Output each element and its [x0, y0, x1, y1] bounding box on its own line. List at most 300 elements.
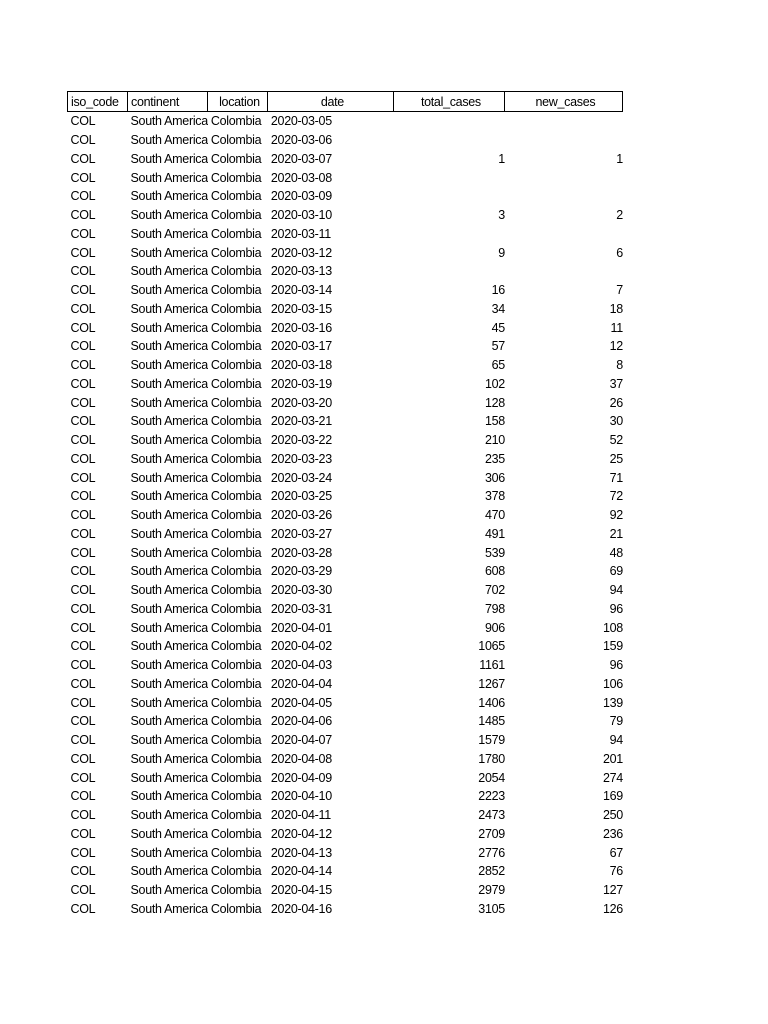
- cell-total-cases[interactable]: 491: [484, 526, 505, 541]
- cell-location[interactable]: Colombia: [210, 133, 262, 148]
- cell-total-cases[interactable]: 306: [484, 470, 505, 485]
- cell-iso-code[interactable]: COL: [70, 170, 96, 185]
- cell-total-cases[interactable]: 2979: [478, 883, 505, 898]
- cell-new-cases[interactable]: [505, 168, 623, 187]
- table-row: [68, 900, 623, 919]
- cell-continent[interactable]: South America: [130, 564, 208, 579]
- cell-date[interactable]: 2020-04-06: [270, 714, 332, 729]
- cell-continent[interactable]: South America: [130, 339, 208, 354]
- cell-location[interactable]: Colombia: [210, 601, 262, 616]
- cell-total-cases[interactable]: 1406: [478, 695, 505, 710]
- cell-date[interactable]: 2020-03-20: [270, 395, 332, 410]
- cell-iso-code[interactable]: COL: [70, 264, 96, 279]
- cell-continent[interactable]: South America: [130, 414, 208, 429]
- cell-new-cases[interactable]: 250: [602, 808, 623, 823]
- cell-total-cases[interactable]: 3: [498, 208, 505, 223]
- table-row: [68, 225, 623, 244]
- cell-new-cases[interactable]: 1: [616, 151, 623, 166]
- cell-location[interactable]: Colombia: [210, 845, 262, 860]
- cell-new-cases[interactable]: 94: [609, 583, 623, 598]
- header-row: [68, 92, 623, 112]
- cell-new-cases[interactable]: 96: [609, 601, 623, 616]
- cell-total-cases[interactable]: 2473: [478, 808, 505, 823]
- table-row: [68, 206, 623, 225]
- cell-continent[interactable]: South America: [130, 545, 208, 560]
- cell-location[interactable]: Colombia: [210, 395, 262, 410]
- cell-continent[interactable]: South America: [130, 583, 208, 598]
- cell-location[interactable]: Colombia: [210, 264, 262, 279]
- cell-location[interactable]: Colombia: [210, 733, 262, 748]
- cell-total-cases[interactable]: 1579: [478, 733, 505, 748]
- cell-date[interactable]: 2020-04-11: [270, 808, 331, 823]
- cell-date[interactable]: 2020-03-30: [270, 583, 332, 598]
- cell-location[interactable]: Colombia: [210, 433, 262, 448]
- cell-iso-code[interactable]: COL: [70, 601, 96, 616]
- cell-total-cases[interactable]: 1780: [478, 751, 505, 766]
- table-row: [68, 562, 623, 581]
- cell-total-cases[interactable]: 3105: [478, 901, 505, 916]
- cell-date[interactable]: 2020-03-12: [270, 245, 332, 260]
- cell-total-cases[interactable]: 2776: [478, 845, 505, 860]
- cell-total-cases[interactable]: [394, 187, 505, 206]
- cell-location[interactable]: Colombia: [210, 864, 262, 879]
- cell-date[interactable]: 2020-04-04: [270, 676, 332, 691]
- cell-iso-code[interactable]: COL: [70, 489, 96, 504]
- cell-new-cases[interactable]: 139: [602, 695, 623, 710]
- cell-continent[interactable]: South America: [130, 864, 208, 879]
- cell-total-cases[interactable]: 378: [484, 489, 505, 504]
- cell-location[interactable]: Colombia: [210, 883, 262, 898]
- cell-date[interactable]: 2020-03-10: [270, 208, 332, 223]
- cell-location[interactable]: Colombia: [210, 451, 262, 466]
- header-date[interactable]: date: [268, 92, 394, 112]
- cell-iso-code[interactable]: COL: [70, 208, 96, 223]
- cell-date[interactable]: 2020-03-24: [270, 470, 332, 485]
- cell-date[interactable]: 2020-04-15: [270, 883, 332, 898]
- cell-continent[interactable]: South America: [130, 789, 208, 804]
- cell-continent[interactable]: South America: [130, 826, 208, 841]
- cell-iso-code[interactable]: COL: [70, 189, 96, 204]
- cell-total-cases[interactable]: 57: [491, 339, 505, 354]
- table-row: [68, 318, 623, 337]
- table-row: [68, 262, 623, 281]
- cell-iso-code[interactable]: COL: [70, 320, 96, 335]
- cell-iso-code[interactable]: COL: [70, 414, 96, 429]
- cell-new-cases[interactable]: 71: [609, 470, 623, 485]
- cell-location[interactable]: Colombia: [210, 245, 262, 260]
- cell-new-cases[interactable]: 69: [609, 564, 623, 579]
- cell-total-cases[interactable]: 1065: [478, 639, 505, 654]
- cell-date[interactable]: 2020-03-08: [270, 170, 332, 185]
- header-continent[interactable]: continent: [128, 92, 208, 112]
- cell-iso-code[interactable]: COL: [70, 770, 96, 785]
- table-row: [68, 300, 623, 319]
- cell-continent[interactable]: South America: [130, 189, 208, 204]
- cell-location[interactable]: Colombia: [210, 470, 262, 485]
- cell-new-cases[interactable]: [505, 262, 623, 281]
- cell-location[interactable]: Colombia: [210, 526, 262, 541]
- cell-iso-code[interactable]: COL: [70, 545, 96, 560]
- cell-location[interactable]: Colombia: [210, 283, 262, 298]
- cell-new-cases[interactable]: 30: [609, 414, 623, 429]
- cell-new-cases[interactable]: 26: [609, 395, 623, 410]
- cell-location[interactable]: Colombia: [210, 301, 262, 316]
- cell-new-cases[interactable]: 21: [609, 526, 623, 541]
- cell-new-cases[interactable]: 274: [602, 770, 623, 785]
- cell-continent[interactable]: South America: [130, 114, 208, 129]
- cell-iso-code[interactable]: COL: [70, 658, 96, 673]
- cell-new-cases[interactable]: 11: [610, 320, 623, 335]
- cell-new-cases[interactable]: 25: [609, 451, 623, 466]
- cell-new-cases[interactable]: 18: [609, 301, 623, 316]
- table-row: [68, 393, 623, 412]
- cell-continent[interactable]: South America: [130, 639, 208, 654]
- cell-iso-code[interactable]: COL: [70, 283, 96, 298]
- cell-continent[interactable]: South America: [130, 470, 208, 485]
- cell-total-cases[interactable]: 702: [484, 583, 505, 598]
- cell-iso-code[interactable]: COL: [70, 564, 96, 579]
- cell-new-cases[interactable]: 94: [609, 733, 623, 748]
- cell-iso-code[interactable]: COL: [70, 864, 96, 879]
- cell-total-cases[interactable]: [394, 131, 505, 150]
- cell-continent[interactable]: South America: [130, 658, 208, 673]
- cell-new-cases[interactable]: 92: [609, 508, 623, 523]
- table-row: [68, 768, 623, 787]
- cell-location[interactable]: Colombia: [210, 564, 262, 579]
- cell-iso-code[interactable]: COL: [70, 676, 96, 691]
- cell-iso-code[interactable]: COL: [70, 433, 96, 448]
- cell-total-cases[interactable]: 2709: [478, 826, 505, 841]
- cell-continent[interactable]: South America: [130, 376, 208, 391]
- cell-continent[interactable]: South America: [130, 245, 208, 260]
- cell-date[interactable]: 2020-03-07: [270, 151, 332, 166]
- cell-date[interactable]: 2020-04-16: [270, 901, 332, 916]
- table-row: [68, 693, 623, 712]
- cell-continent[interactable]: South America: [130, 320, 208, 335]
- cell-iso-code[interactable]: COL: [70, 226, 96, 241]
- cell-location[interactable]: Colombia: [210, 208, 262, 223]
- cell-location[interactable]: Colombia: [210, 358, 262, 373]
- cell-location[interactable]: Colombia: [210, 826, 262, 841]
- cell-continent[interactable]: South America: [130, 395, 208, 410]
- cell-continent[interactable]: South America: [130, 170, 208, 185]
- cell-location[interactable]: Colombia: [210, 583, 262, 598]
- cell-iso-code[interactable]: COL: [70, 301, 96, 316]
- table-row: [68, 881, 623, 900]
- table-row: [68, 281, 623, 300]
- cell-iso-code[interactable]: COL: [70, 470, 96, 485]
- table-row: [68, 168, 623, 187]
- cell-date[interactable]: 2020-03-17: [270, 339, 332, 354]
- cell-continent[interactable]: South America: [130, 264, 208, 279]
- cell-date[interactable]: 2020-03-15: [270, 301, 332, 316]
- cell-total-cases[interactable]: 608: [484, 564, 505, 579]
- table-row: [68, 375, 623, 394]
- cell-date[interactable]: 2020-03-05: [270, 114, 332, 129]
- cell-iso-code[interactable]: COL: [70, 358, 96, 373]
- cell-location[interactable]: Colombia: [210, 376, 262, 391]
- cell-new-cases[interactable]: 126: [602, 901, 623, 916]
- cell-total-cases[interactable]: 2852: [478, 864, 505, 879]
- cell-date[interactable]: 2020-03-09: [270, 189, 332, 204]
- cell-location[interactable]: Colombia: [210, 751, 262, 766]
- cell-continent[interactable]: South America: [130, 451, 208, 466]
- cell-location[interactable]: Colombia: [210, 489, 262, 504]
- cell-total-cases[interactable]: 158: [484, 414, 505, 429]
- cell-total-cases[interactable]: 2054: [478, 770, 505, 785]
- header-iso-code[interactable]: iso_code: [68, 92, 128, 112]
- cell-new-cases[interactable]: 7: [616, 283, 623, 298]
- cell-iso-code[interactable]: COL: [70, 395, 96, 410]
- cell-new-cases[interactable]: 96: [609, 658, 623, 673]
- cell-location[interactable]: Colombia: [210, 639, 262, 654]
- cell-location[interactable]: Colombia: [210, 320, 262, 335]
- cell-total-cases[interactable]: 235: [484, 451, 505, 466]
- cell-location[interactable]: Colombia: [210, 789, 262, 804]
- cell-date[interactable]: 2020-03-06: [270, 133, 332, 148]
- table-row: [68, 581, 623, 600]
- table-row: [68, 337, 623, 356]
- cell-date[interactable]: 2020-04-05: [270, 695, 332, 710]
- cell-continent[interactable]: South America: [130, 133, 208, 148]
- cell-continent[interactable]: South America: [130, 901, 208, 916]
- cell-date[interactable]: 2020-04-07: [270, 733, 332, 748]
- cell-new-cases[interactable]: 12: [609, 339, 623, 354]
- cell-date[interactable]: 2020-03-31: [270, 601, 332, 616]
- cell-continent[interactable]: South America: [130, 883, 208, 898]
- data-table: [67, 91, 623, 918]
- cell-total-cases[interactable]: 16: [491, 283, 505, 298]
- cell-continent[interactable]: South America: [130, 301, 208, 316]
- cell-new-cases[interactable]: [505, 225, 623, 244]
- cell-new-cases[interactable]: 2: [616, 208, 623, 223]
- cell-date[interactable]: 2020-03-25: [270, 489, 332, 504]
- cell-new-cases[interactable]: 236: [602, 826, 623, 841]
- cell-date[interactable]: 2020-03-11: [270, 226, 331, 241]
- cell-new-cases[interactable]: 8: [616, 358, 623, 373]
- cell-total-cases[interactable]: [394, 262, 505, 281]
- cell-date[interactable]: 2020-03-21: [270, 414, 332, 429]
- table-row: [68, 618, 623, 637]
- cell-location[interactable]: Colombia: [210, 695, 262, 710]
- cell-location[interactable]: Colombia: [210, 714, 262, 729]
- table-row: [68, 843, 623, 862]
- cell-total-cases[interactable]: 210: [484, 433, 505, 448]
- cell-new-cases[interactable]: 127: [602, 883, 623, 898]
- cell-date[interactable]: 2020-03-28: [270, 545, 332, 560]
- cell-date[interactable]: 2020-04-10: [270, 789, 332, 804]
- cell-new-cases[interactable]: 106: [602, 676, 623, 691]
- table-row: [68, 506, 623, 525]
- cell-new-cases[interactable]: 37: [609, 376, 623, 391]
- cell-total-cases[interactable]: 128: [484, 395, 505, 410]
- cell-date[interactable]: 2020-04-13: [270, 845, 332, 860]
- table-body: [68, 112, 623, 919]
- table-row: [68, 731, 623, 750]
- cell-date[interactable]: 2020-03-14: [270, 283, 332, 298]
- table-row: [68, 412, 623, 431]
- cell-iso-code[interactable]: COL: [70, 639, 96, 654]
- cell-total-cases[interactable]: [394, 225, 505, 244]
- cell-iso-code[interactable]: COL: [70, 789, 96, 804]
- cell-continent[interactable]: South America: [130, 695, 208, 710]
- cell-iso-code[interactable]: COL: [70, 508, 96, 523]
- cell-date[interactable]: 2020-03-13: [270, 264, 332, 279]
- cell-location[interactable]: Colombia: [210, 226, 262, 241]
- cell-iso-code[interactable]: COL: [70, 339, 96, 354]
- cell-continent[interactable]: South America: [130, 601, 208, 616]
- cell-total-cases[interactable]: [394, 168, 505, 187]
- table-row: [68, 356, 623, 375]
- table-row: [68, 656, 623, 675]
- cell-iso-code[interactable]: COL: [70, 808, 96, 823]
- cell-total-cases[interactable]: 34: [491, 301, 505, 316]
- table-row: [68, 525, 623, 544]
- cell-total-cases[interactable]: 1485: [478, 714, 505, 729]
- cell-date[interactable]: 2020-03-26: [270, 508, 332, 523]
- cell-date[interactable]: 2020-04-03: [270, 658, 332, 673]
- cell-location[interactable]: Colombia: [210, 189, 262, 204]
- cell-total-cases[interactable]: 906: [484, 620, 505, 635]
- cell-continent[interactable]: South America: [130, 508, 208, 523]
- cell-continent[interactable]: South America: [130, 433, 208, 448]
- cell-continent[interactable]: South America: [130, 751, 208, 766]
- cell-iso-code[interactable]: COL: [70, 733, 96, 748]
- cell-total-cases[interactable]: [394, 112, 505, 131]
- cell-total-cases[interactable]: 539: [484, 545, 505, 560]
- cell-date[interactable]: 2020-03-22: [270, 433, 332, 448]
- cell-continent[interactable]: South America: [130, 714, 208, 729]
- cell-iso-code[interactable]: COL: [70, 376, 96, 391]
- cell-date[interactable]: 2020-03-16: [270, 320, 332, 335]
- cell-total-cases[interactable]: 2223: [478, 789, 505, 804]
- cell-continent[interactable]: South America: [130, 489, 208, 504]
- cell-date[interactable]: 2020-04-08: [270, 751, 332, 766]
- cell-iso-code[interactable]: COL: [70, 151, 96, 166]
- cell-date[interactable]: 2020-03-19: [270, 376, 332, 391]
- cell-new-cases[interactable]: 79: [609, 714, 623, 729]
- cell-location[interactable]: Colombia: [210, 545, 262, 560]
- cell-total-cases[interactable]: 1267: [478, 676, 505, 691]
- cell-iso-code[interactable]: COL: [70, 114, 96, 129]
- cell-total-cases[interactable]: 9: [498, 245, 505, 260]
- cell-new-cases[interactable]: 52: [609, 433, 623, 448]
- cell-new-cases[interactable]: 76: [609, 864, 623, 879]
- cell-location[interactable]: Colombia: [210, 770, 262, 785]
- cell-new-cases[interactable]: [505, 187, 623, 206]
- table-row: [68, 637, 623, 656]
- header-location[interactable]: location: [208, 92, 268, 112]
- cell-location[interactable]: Colombia: [210, 658, 262, 673]
- cell-iso-code[interactable]: COL: [70, 901, 96, 916]
- cell-total-cases[interactable]: 1: [498, 151, 505, 166]
- cell-iso-code[interactable]: COL: [70, 583, 96, 598]
- cell-location[interactable]: Colombia: [210, 508, 262, 523]
- cell-new-cases[interactable]: 201: [602, 751, 623, 766]
- cell-date[interactable]: 2020-04-09: [270, 770, 332, 785]
- header-new-cases[interactable]: new_cases: [505, 92, 623, 112]
- cell-new-cases[interactable]: 108: [602, 620, 623, 635]
- cell-date[interactable]: 2020-03-18: [270, 358, 332, 373]
- cell-iso-code[interactable]: COL: [70, 620, 96, 635]
- cell-iso-code[interactable]: COL: [70, 695, 96, 710]
- table-row: [68, 600, 623, 619]
- cell-location[interactable]: Colombia: [210, 620, 262, 635]
- cell-iso-code[interactable]: COL: [70, 714, 96, 729]
- cell-new-cases[interactable]: 67: [609, 845, 623, 860]
- cell-date[interactable]: 2020-03-27: [270, 526, 332, 541]
- cell-iso-code[interactable]: COL: [70, 826, 96, 841]
- cell-continent[interactable]: South America: [130, 733, 208, 748]
- cell-new-cases[interactable]: 159: [602, 639, 623, 654]
- cell-new-cases[interactable]: 169: [602, 789, 623, 804]
- cell-date[interactable]: 2020-04-02: [270, 639, 332, 654]
- cell-continent[interactable]: South America: [130, 208, 208, 223]
- cell-continent[interactable]: South America: [130, 676, 208, 691]
- table-row: [68, 543, 623, 562]
- cell-date[interactable]: 2020-04-01: [270, 620, 332, 635]
- cell-date[interactable]: 2020-03-23: [270, 451, 332, 466]
- cell-new-cases[interactable]: [505, 112, 623, 131]
- cell-date[interactable]: 2020-04-14: [270, 864, 332, 879]
- header-total-cases[interactable]: total_cases: [394, 92, 505, 112]
- cell-location[interactable]: Colombia: [210, 114, 262, 129]
- cell-continent[interactable]: South America: [130, 845, 208, 860]
- cell-location[interactable]: Colombia: [210, 901, 262, 916]
- cell-new-cases[interactable]: [505, 131, 623, 150]
- cell-date[interactable]: 2020-04-12: [270, 826, 332, 841]
- cell-location[interactable]: Colombia: [210, 414, 262, 429]
- cell-total-cases[interactable]: 1161: [479, 658, 505, 673]
- cell-iso-code[interactable]: COL: [70, 245, 96, 260]
- cell-continent[interactable]: South America: [130, 770, 208, 785]
- cell-total-cases[interactable]: 102: [484, 376, 505, 391]
- cell-new-cases[interactable]: 72: [609, 489, 623, 504]
- cell-total-cases[interactable]: 45: [491, 320, 505, 335]
- cell-total-cases[interactable]: 470: [484, 508, 505, 523]
- cell-continent[interactable]: South America: [130, 808, 208, 823]
- cell-location[interactable]: Colombia: [210, 170, 262, 185]
- cell-location[interactable]: Colombia: [210, 808, 262, 823]
- cell-total-cases[interactable]: 65: [491, 358, 505, 373]
- table-row: [68, 806, 623, 825]
- table-row: [68, 750, 623, 769]
- cell-continent[interactable]: South America: [130, 151, 208, 166]
- cell-continent[interactable]: South America: [130, 358, 208, 373]
- cell-location[interactable]: Colombia: [210, 151, 262, 166]
- cell-iso-code[interactable]: COL: [70, 451, 96, 466]
- table-row: [68, 468, 623, 487]
- table-row: [68, 825, 623, 844]
- cell-location[interactable]: Colombia: [210, 676, 262, 691]
- cell-iso-code[interactable]: COL: [70, 845, 96, 860]
- table-row: [68, 112, 623, 131]
- cell-new-cases[interactable]: 6: [616, 245, 623, 260]
- table-row: [68, 431, 623, 450]
- cell-continent[interactable]: South America: [130, 283, 208, 298]
- cell-total-cases[interactable]: 798: [484, 601, 505, 616]
- cell-continent[interactable]: South America: [130, 526, 208, 541]
- cell-iso-code[interactable]: COL: [70, 883, 96, 898]
- cell-location[interactable]: Colombia: [210, 339, 262, 354]
- cell-iso-code[interactable]: COL: [70, 133, 96, 148]
- cell-new-cases[interactable]: 48: [609, 545, 623, 560]
- cell-date[interactable]: 2020-03-29: [270, 564, 332, 579]
- cell-continent[interactable]: South America: [130, 620, 208, 635]
- cell-iso-code[interactable]: COL: [70, 526, 96, 541]
- cell-iso-code[interactable]: COL: [70, 751, 96, 766]
- cell-continent[interactable]: South America: [130, 226, 208, 241]
